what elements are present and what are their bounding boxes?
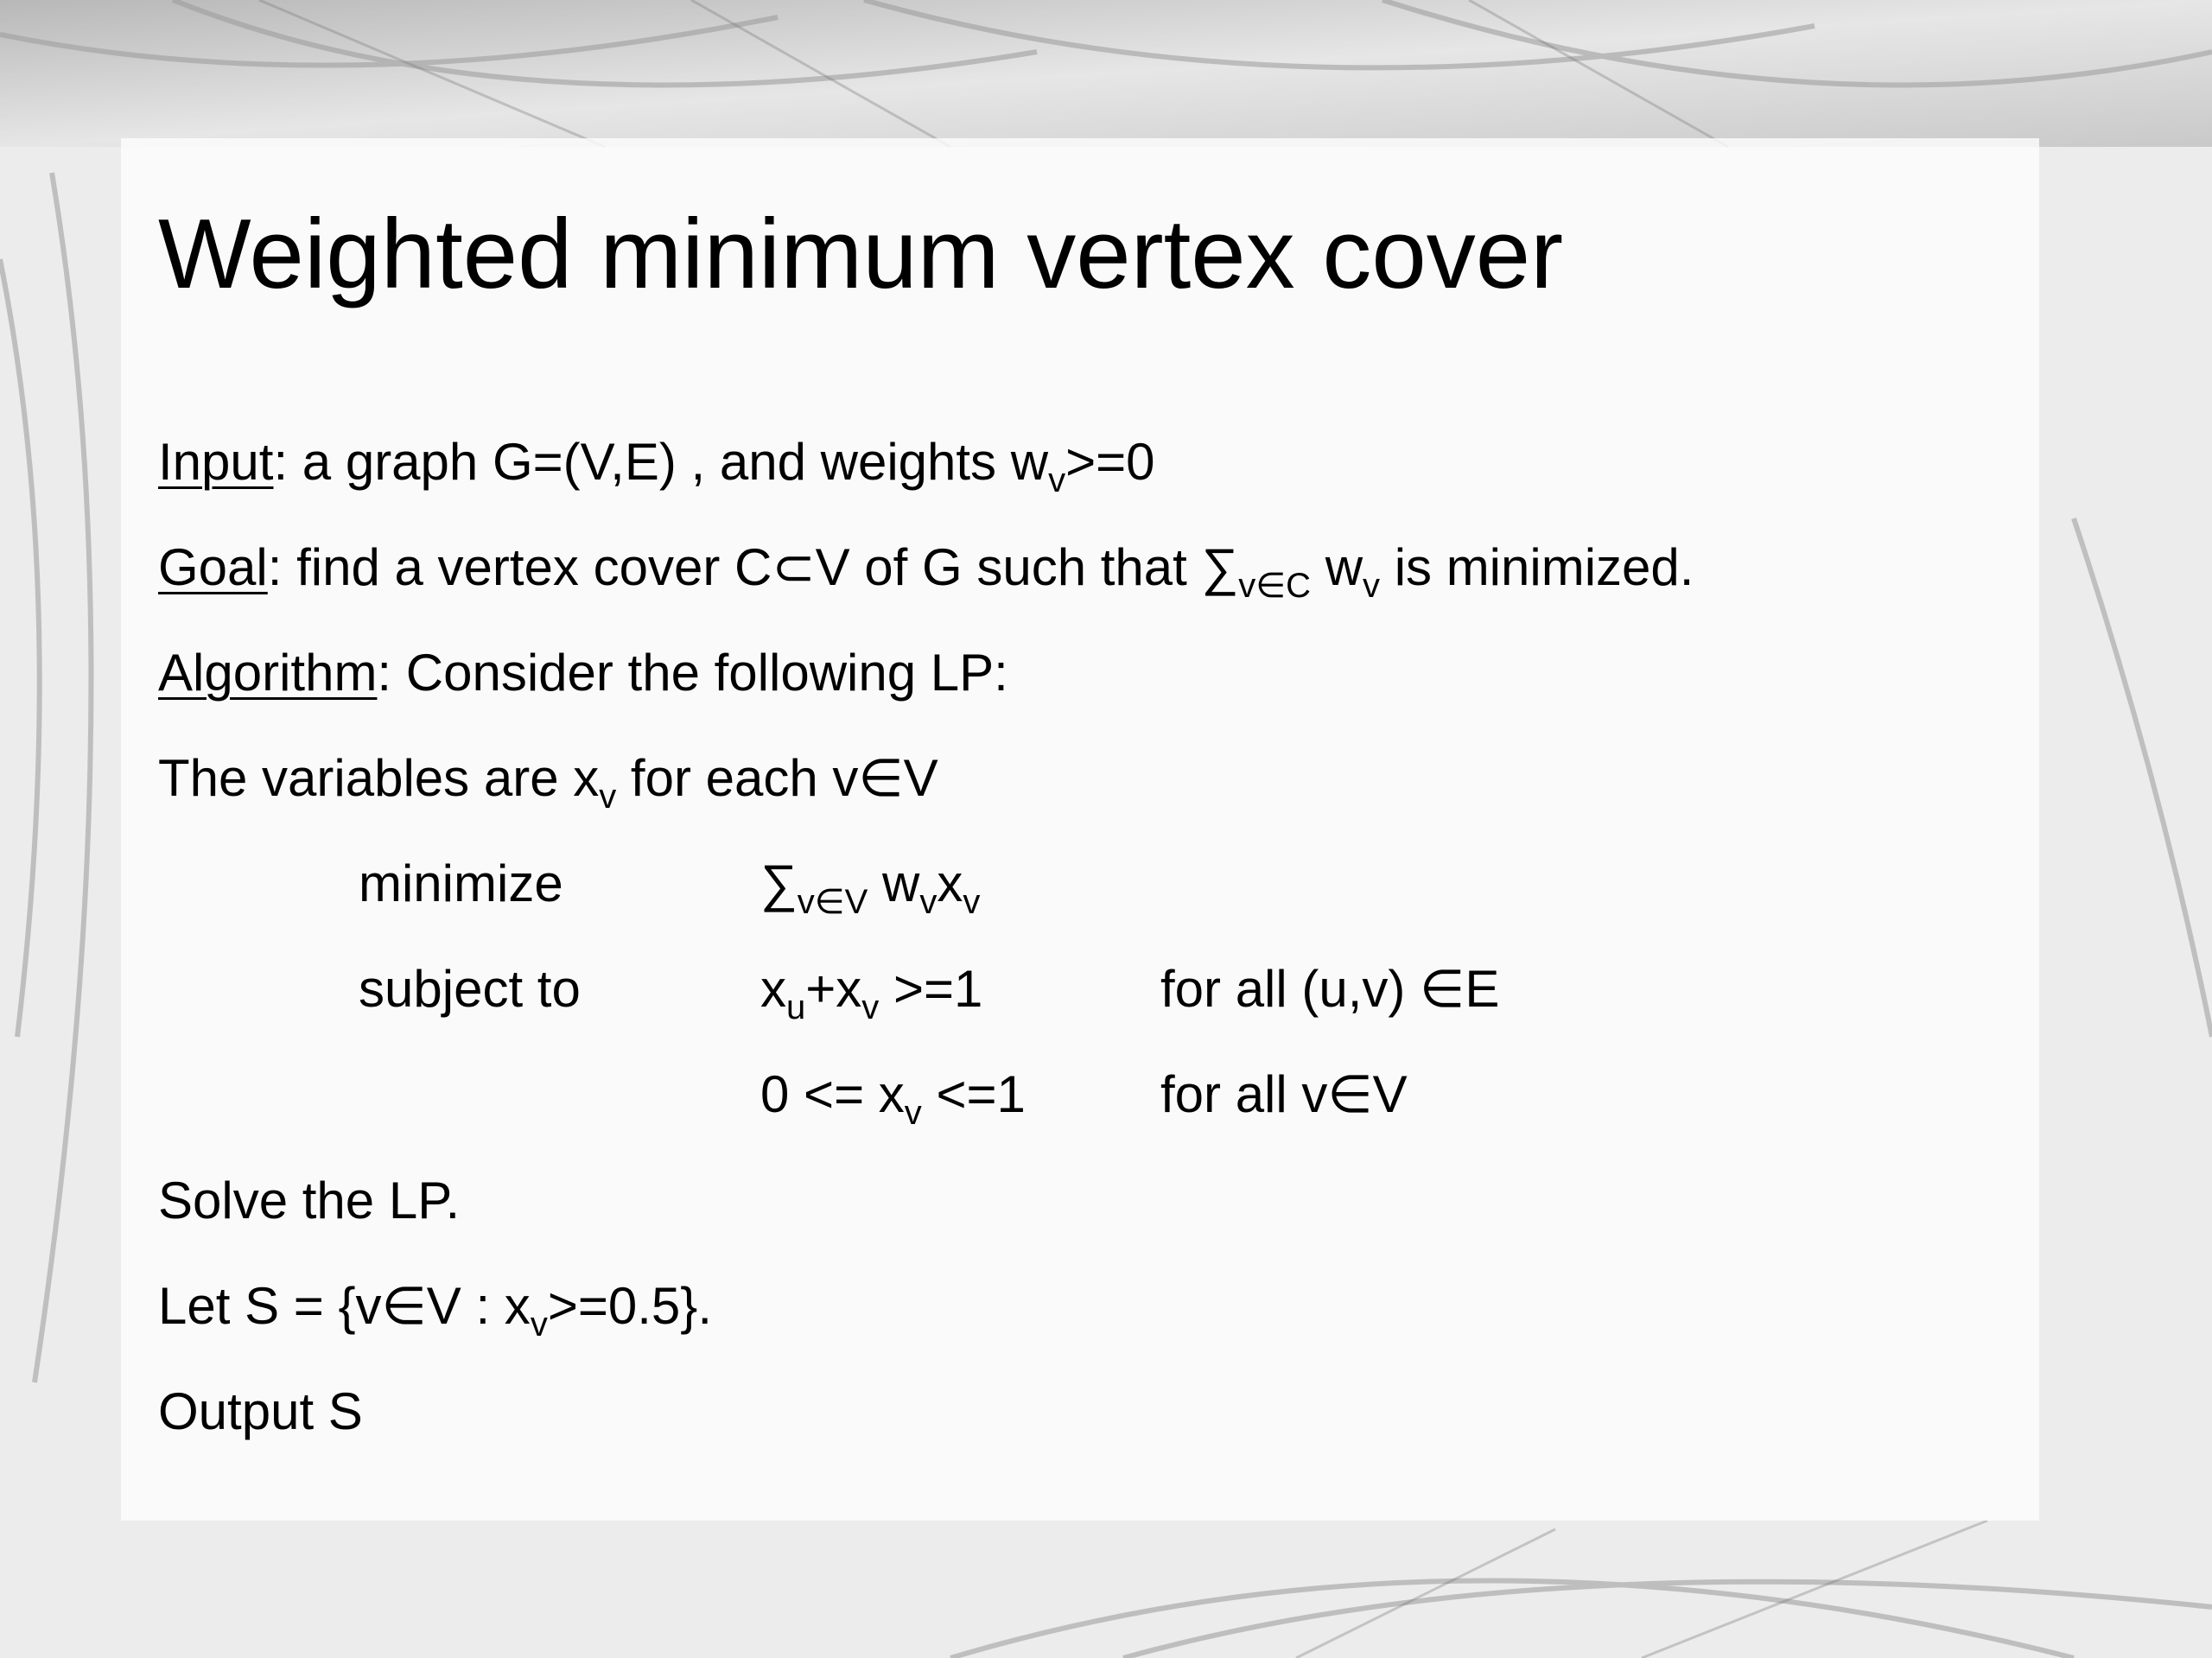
variables-text-end: for each v∈V [616, 749, 938, 807]
input-text: : a graph G=(V,E) , and weights w [273, 433, 1049, 491]
solve-line: Solve the LP. [158, 1172, 461, 1229]
objective-x: x [937, 854, 963, 912]
objective-w-sub: v [919, 883, 938, 921]
let-sub: v [530, 1305, 548, 1344]
output-line: Output S [158, 1382, 363, 1440]
algorithm-line [158, 643, 1008, 703]
input-text-end: >=0 [1065, 433, 1155, 491]
sum-symbol: ∑ [1201, 538, 1239, 596]
variables-sub: v [599, 778, 617, 816]
c1-rest: >=1 [879, 960, 983, 1018]
let-text: Let S = {v∈V : x [158, 1277, 531, 1335]
goal-sub: v [1363, 567, 1381, 605]
goal-text-4: is minimized. [1380, 538, 1694, 596]
c1-x: x [760, 960, 786, 1018]
algorithm-label: Algorithm [158, 644, 378, 702]
objective-sum-sub: v∈V [797, 883, 868, 921]
input-sub: v [1048, 461, 1066, 499]
slide-title: Weighted minimum vertex cover [158, 200, 1564, 309]
let-line [158, 1276, 713, 1344]
objective-x-sub: v [963, 883, 981, 921]
input-line [158, 432, 1155, 499]
c2-text-end: <=1 [921, 1065, 1026, 1123]
subset-symbol: ⊂ [772, 538, 816, 596]
lp-constraint-1-condition: for all (u,v) ∈E [1160, 960, 1500, 1018]
goal-text: : find a vertex cover C [267, 538, 772, 596]
lp-minimize-label: minimize [359, 854, 563, 912]
objective-sum-symbol: ∑ [760, 854, 798, 912]
goal-text-3: w [1311, 538, 1363, 596]
objective-w: w [868, 854, 920, 912]
variables-line [158, 748, 938, 816]
lp-constraint-2-condition: for all v∈V [1160, 1065, 1408, 1123]
c1-sub-u: u [786, 988, 806, 1026]
c2-text: 0 <= x [760, 1065, 905, 1123]
c2-sub: v [904, 1094, 922, 1132]
lp-subject-to-label: subject to [359, 960, 581, 1018]
lp-constraint-2 [760, 1064, 1026, 1132]
goal-sum-sub: v∈C [1238, 567, 1312, 605]
goal-line [158, 537, 1694, 605]
c1-sub-v: v [861, 988, 880, 1026]
lp-objective [760, 854, 981, 921]
variables-text: The variables are x [158, 749, 600, 807]
input-label: Input [158, 433, 274, 491]
c1-plus-x: +x [805, 960, 862, 1018]
goal-label: Goal [158, 538, 268, 596]
algorithm-text: : Consider the following LP: [377, 644, 1008, 702]
let-text-end: >=0.5}. [547, 1277, 713, 1335]
lp-constraint-1 [760, 959, 983, 1026]
goal-text-2: V of G such that [815, 538, 1202, 596]
